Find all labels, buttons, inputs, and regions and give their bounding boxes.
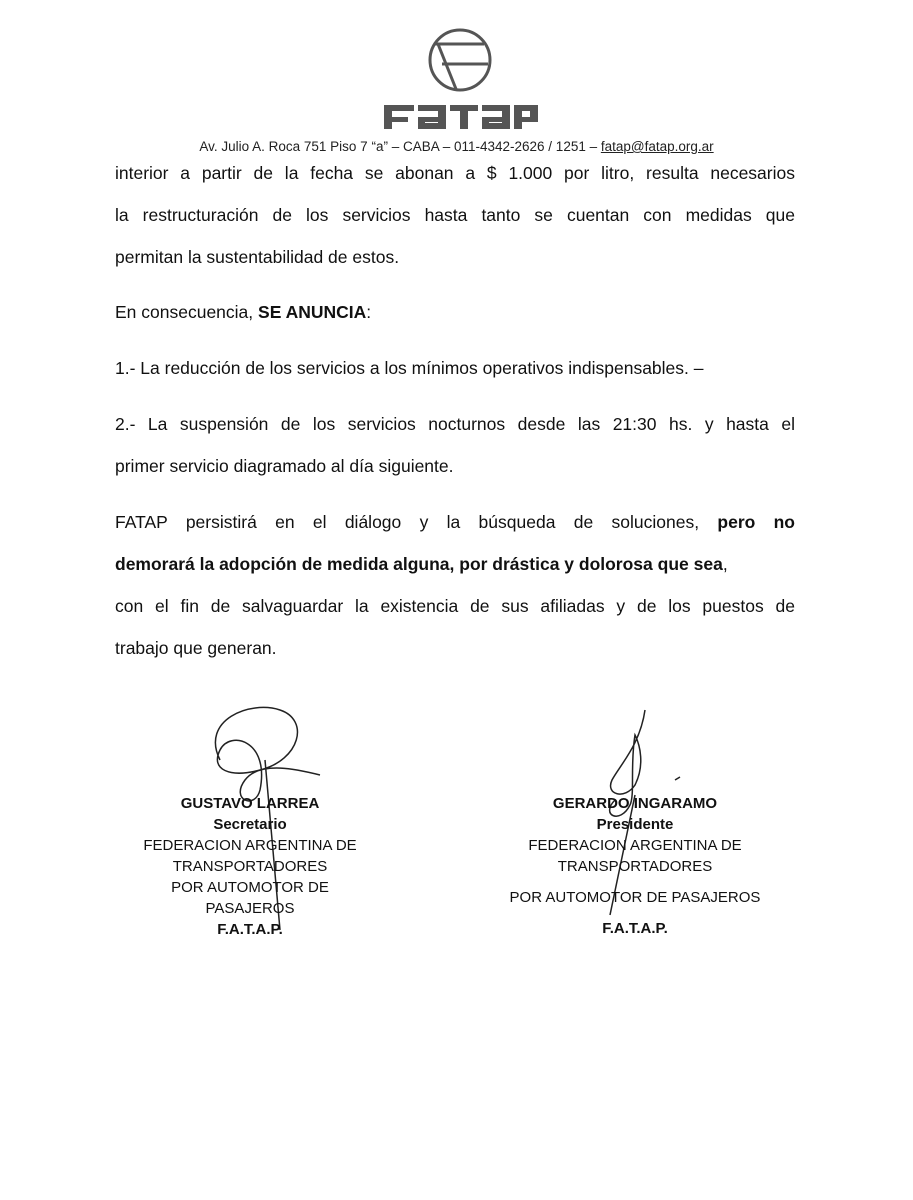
org-abbr: F.A.T.A.P. [217, 921, 283, 938]
org-line: FEDERACION ARGENTINA DE [528, 837, 742, 854]
org-abbr: F.A.T.A.P. [602, 920, 668, 937]
closing-line: trabajo que generan. [115, 638, 277, 658]
signer-name: GUSTAVO LARREA [180, 795, 320, 812]
org-line: FEDERACION ARGENTINA DE [143, 837, 357, 854]
letterhead-address [0, 139, 913, 154]
body-line: interior a partir de la fecha se abonan a $ 1.000 por litro, resulta necesarios [115, 163, 795, 183]
bold-text: demorará la adopción de medida alguna, por drástica y dolorosa que sea [115, 554, 723, 574]
org-line: TRANSPORTADORES [172, 858, 328, 875]
text: En consecuencia, [115, 302, 259, 322]
closing-line: con el fin de salvaguardar la existencia de sus afiliadas y de los puestos de [115, 596, 795, 616]
address-text: Av. Julio A. Roca 751 Piso 7 “a” – CABA – 011-4342-2626 / 1251 – [199, 139, 601, 154]
org-line: POR AUTOMOTOR DE [171, 879, 329, 896]
item-2-line: 2.- La suspensión de los servicios nocturnos desde las 21:30 hs. y hasta el [115, 414, 795, 434]
fatap-logo [380, 22, 540, 132]
text: : [366, 302, 372, 322]
item-1: 1.- La reducción de los servicios a los mínimos operativos indispensables. – [115, 358, 704, 378]
body-line: permitan la sustentabilidad de estos. [115, 247, 400, 267]
item-2-line: primer servicio diagramado al día siguiente. [115, 456, 454, 476]
closing-line [115, 511, 795, 533]
org-line: PASAJEROS [205, 900, 295, 917]
announce-line [115, 301, 795, 323]
org-line: POR AUTOMOTOR DE PASAJEROS [509, 889, 761, 906]
signer-role: Secretario [213, 816, 287, 833]
bold-text: SE ANUNCIA [258, 302, 367, 322]
signature-block-secretary [120, 793, 380, 940]
closing-line [115, 553, 795, 575]
email-link[interactable]: fatap@fatap.org.ar [600, 139, 714, 154]
org-line: TRANSPORTADORES [557, 858, 713, 875]
bold-text: pero no [717, 512, 796, 532]
signer-name: GERARDO INGARAMO [552, 795, 718, 812]
text: , [722, 554, 728, 574]
text: FATAP persistirá en el diálogo y la búsqueda de soluciones, [115, 512, 718, 532]
signature-block-president [490, 793, 780, 939]
signer-role: Presidente [596, 816, 674, 833]
body-line: la restructuración de los servicios hasta tanto se cuentan con medidas que [115, 205, 795, 225]
